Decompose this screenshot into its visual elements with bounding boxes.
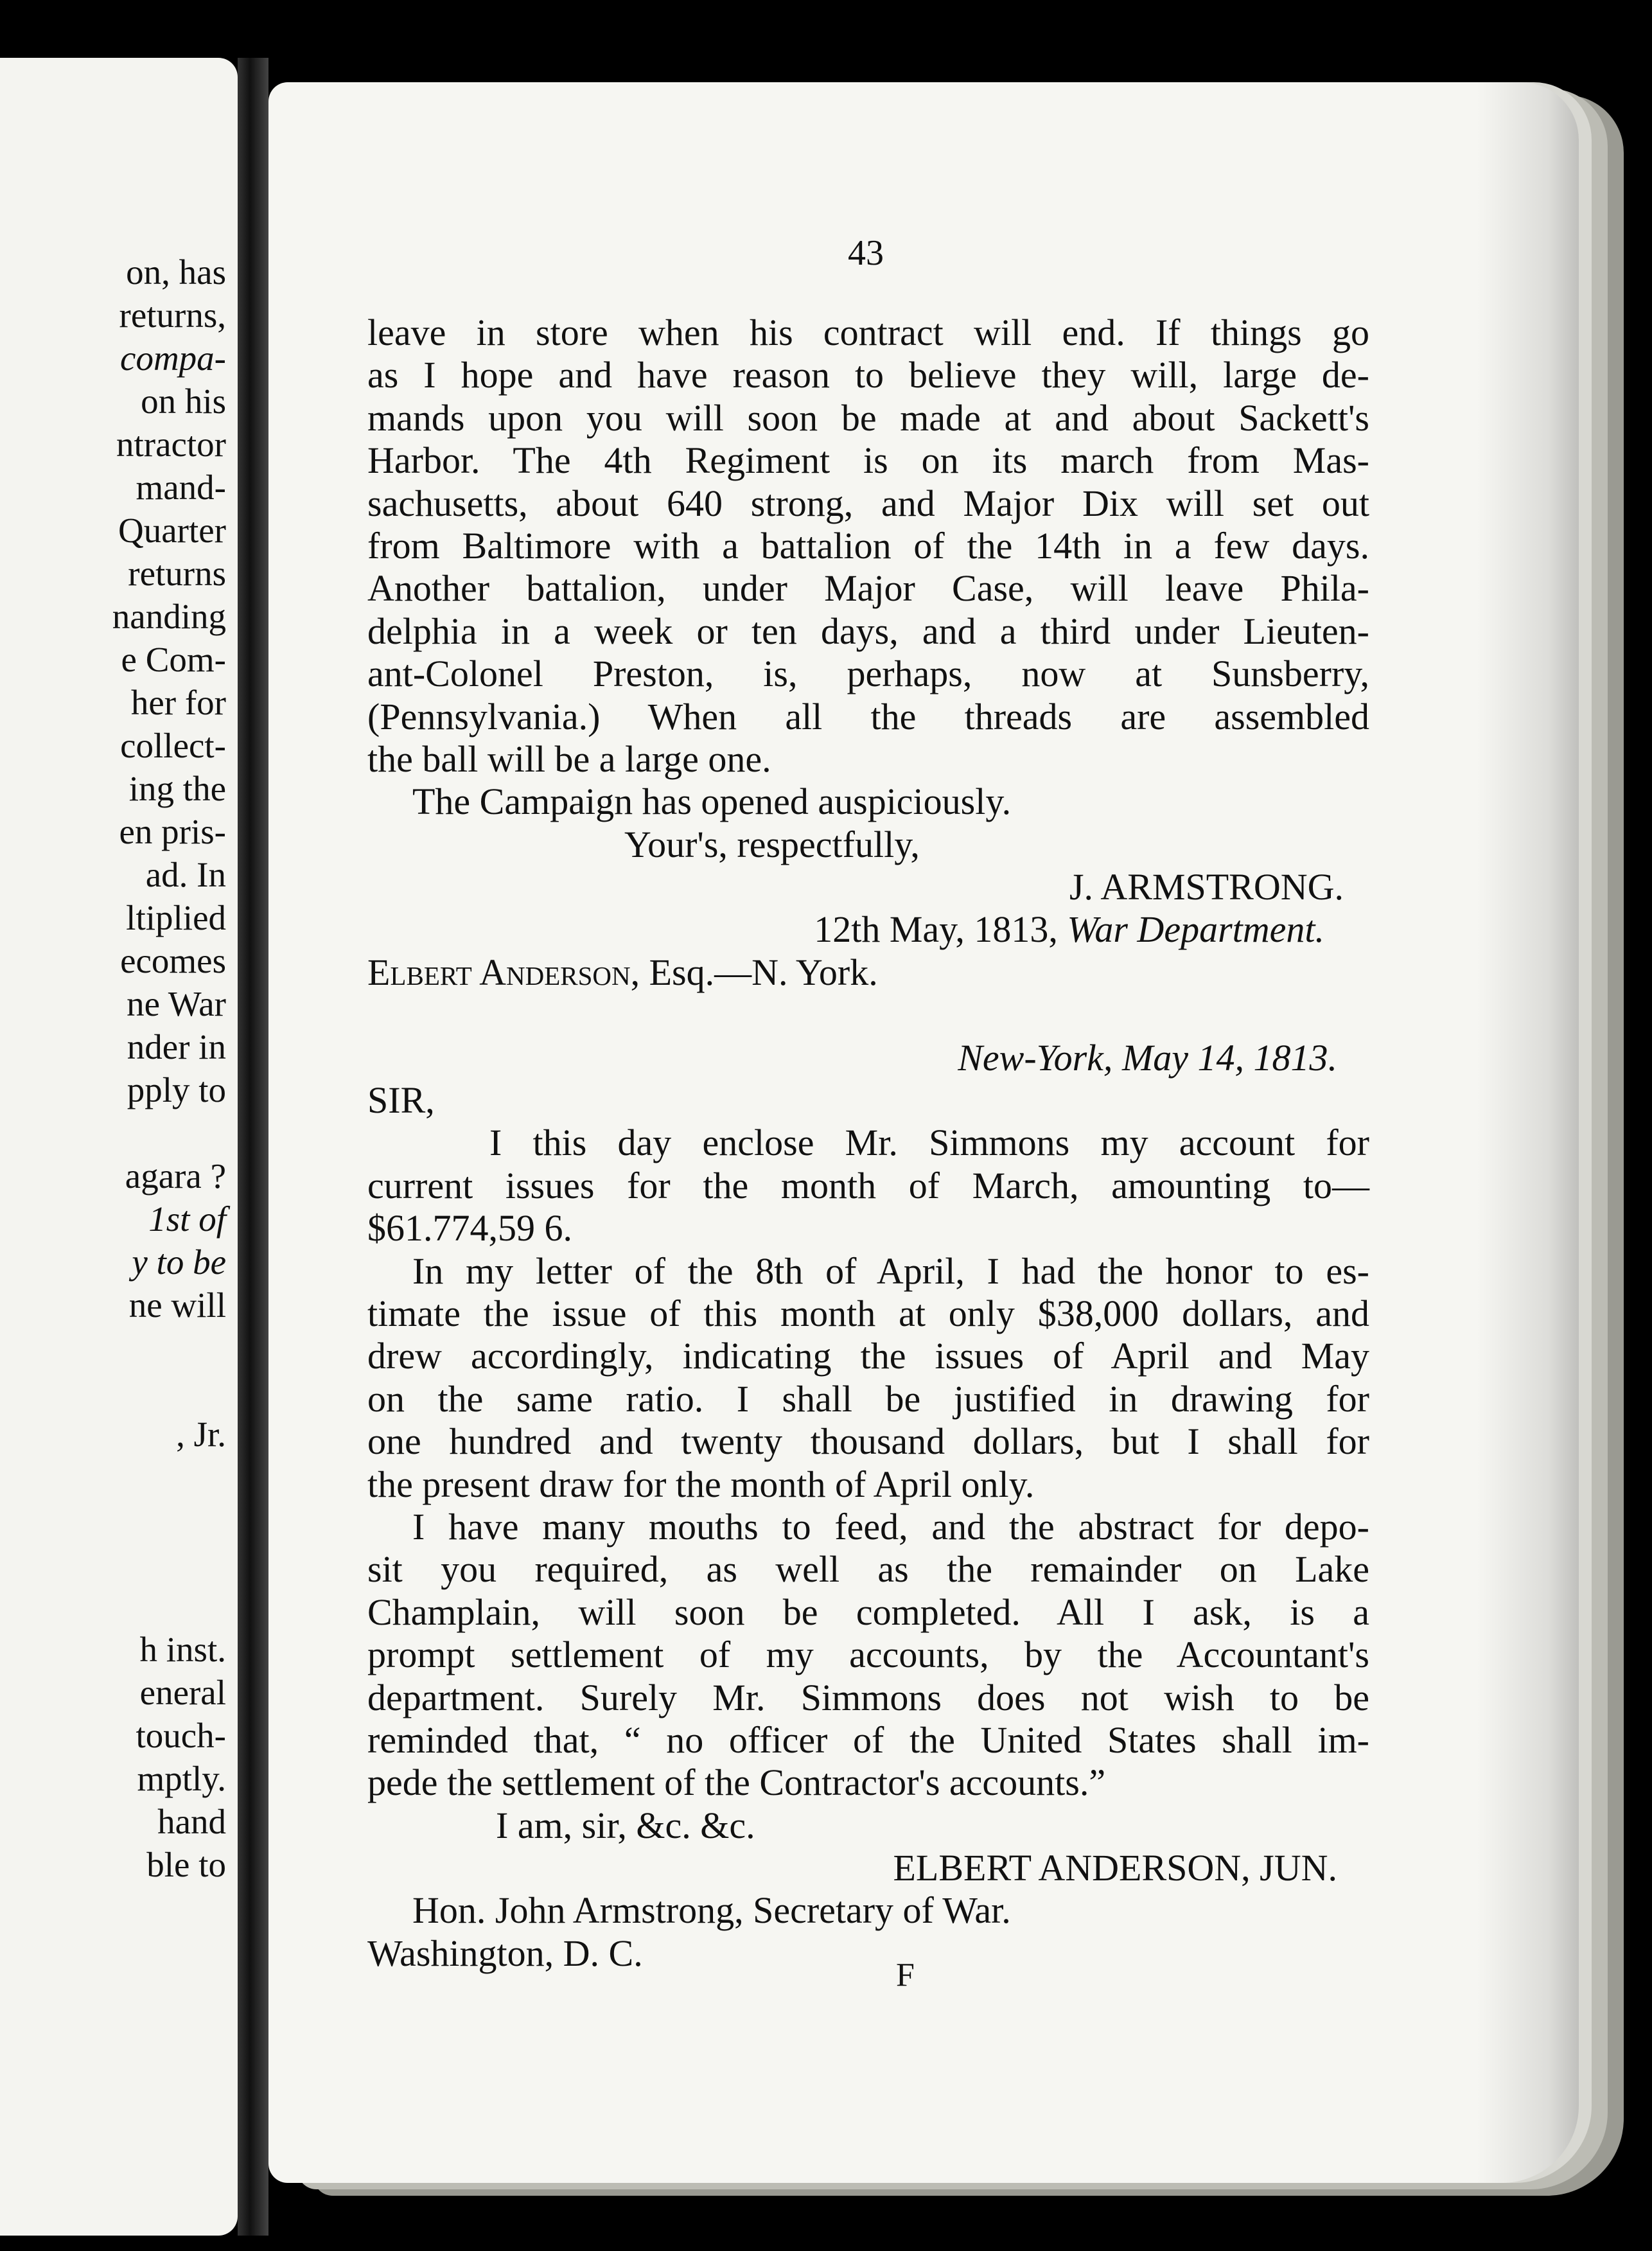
page-text xyxy=(367,312,1369,1975)
text-line: Champlain, will soon be completed. All I ask, is a xyxy=(367,1591,1369,1633)
campaign-line: The Campaign has opened auspiciously. xyxy=(412,781,1012,823)
signature-mark: F xyxy=(896,1957,915,1993)
text-line: Harbor. The 4th Regiment is on its march from Mas- xyxy=(367,439,1369,482)
signature-armstrong: J. ARMSTRONG. xyxy=(1069,866,1344,908)
page-number: 43 xyxy=(848,233,884,273)
text-line: In my letter of the 8th of April, I had the honor to es- xyxy=(412,1249,1369,1292)
left-page-line: on his xyxy=(141,382,226,421)
left-page-line: , Jr. xyxy=(176,1415,226,1454)
dateline-date: 12th May, 1813, xyxy=(814,908,1058,951)
book-gutter xyxy=(238,58,268,2236)
left-page-line: ad. In xyxy=(145,855,226,894)
left-page-line: returns, xyxy=(119,296,226,335)
text-line: department. Surely Mr. Simmons does not wish to be xyxy=(367,1676,1369,1718)
text-line: one hundred and twenty thousand dollars, but I shall for xyxy=(367,1420,1369,1463)
dateline-place: New-York, xyxy=(958,1036,1113,1079)
text-line: leave in store when his contract will end. If things go xyxy=(367,312,1369,353)
dateline-date: May 14, 1813. xyxy=(1121,1036,1337,1079)
dateline-new-york xyxy=(367,1037,1369,1079)
left-page-line: mptly. xyxy=(137,1759,226,1798)
text-line: I have many mouths to feed, and the abstract for depo- xyxy=(412,1505,1369,1548)
signature-anderson: ELBERT ANDERSON, JUN. xyxy=(893,1847,1337,1889)
text-line: drew accordingly, indicating the issues of April and May xyxy=(367,1335,1369,1377)
addressee-rest: Esq.—N. York. xyxy=(649,951,878,993)
left-page-line: nanding xyxy=(112,597,226,636)
left-page-line: eneral xyxy=(139,1673,226,1712)
text-line: mands upon you will soon be made at and about Sackett's xyxy=(367,396,1369,439)
text-line: $61.774,59 6. xyxy=(367,1207,572,1249)
left-page-line: her for xyxy=(130,683,226,722)
left-page-line: nder in xyxy=(127,1027,226,1066)
left-page-line: ne War xyxy=(127,984,226,1023)
left-page-line: y to be xyxy=(132,1242,226,1282)
left-page-line: on, has xyxy=(126,252,226,292)
left-page-line: 1st of xyxy=(148,1199,226,1239)
left-page-line: ne will xyxy=(128,1285,226,1325)
left-page-line: ntractor xyxy=(116,425,226,464)
text-line: current issues for the month of March, amounting to— xyxy=(367,1164,1369,1206)
text-line: ant-Colonel Preston, is, perhaps, now at Sunsberry, xyxy=(367,653,1369,695)
text-line: delphia in a week or ten days, and a third under Lieuten- xyxy=(367,610,1369,652)
left-page-line: Quarter xyxy=(118,511,226,550)
text-line: on the same ratio. I shall be justified in drawing for xyxy=(367,1377,1369,1420)
addressee-name: Elbert Anderson, xyxy=(367,951,640,993)
left-page-line: pply to xyxy=(127,1070,226,1109)
text-line: from Baltimore with a battalion of the 14th in a few days. xyxy=(367,524,1369,567)
left-page-line: ing the xyxy=(128,769,226,808)
text-line: as I hope and have reason to believe they will, large de- xyxy=(367,354,1369,396)
addressee-armstrong: Hon. John Armstrong, Secretary of War. xyxy=(412,1889,1011,1932)
left-page-line: ecomes xyxy=(120,941,226,980)
text-line: Another battalion, under Major Case, will leave Phila- xyxy=(367,567,1369,610)
left-page-line: touch- xyxy=(136,1716,226,1755)
salutation: SIR, xyxy=(367,1079,435,1122)
left-page-line: returns xyxy=(128,554,226,593)
left-page-line: compa- xyxy=(120,339,226,378)
closing-line: Your's, respectfully, xyxy=(624,823,920,865)
text-line: pede the settlement of the Contractor's accounts.” xyxy=(367,1761,1106,1804)
left-page-line: en pris- xyxy=(119,812,226,851)
left-page-line: hand xyxy=(157,1802,226,1841)
left-page xyxy=(0,58,238,2236)
addressee-anderson xyxy=(367,951,1369,994)
text-line: I this day enclose Mr. Simmons my account for xyxy=(489,1122,1369,1164)
text-line: sachusetts, about 640 strong, and Major Dix will set out xyxy=(367,482,1369,524)
page-edge xyxy=(1476,82,1579,2183)
left-page-line: mand- xyxy=(136,468,226,507)
text-line: the ball will be a large one. xyxy=(367,737,771,780)
text-line: prompt settlement of my accounts, by the Accountant's xyxy=(367,1634,1369,1676)
closing-line: I am, sir, &c. &c. xyxy=(496,1804,755,1846)
dateline-place: War Department. xyxy=(1067,908,1324,951)
left-page-line: e Com- xyxy=(121,640,226,679)
left-page-line: ble to xyxy=(146,1845,226,1884)
text-line: (Pennsylvania.) When all the threads are assembled xyxy=(367,695,1369,737)
blank-line xyxy=(367,994,1369,1036)
dateline-war-department xyxy=(367,908,1369,951)
left-page-line: collect- xyxy=(120,726,226,765)
text-line: the present draw for the month of April only. xyxy=(367,1463,1035,1505)
left-page-line: h inst. xyxy=(139,1630,226,1669)
text-line: reminded that, “ no officer of the United States shall im- xyxy=(367,1718,1369,1761)
left-page-line: agara ? xyxy=(125,1156,226,1196)
left-page-line: ltiplied xyxy=(126,898,226,937)
text-line: timate the issue of this month at only $38,000 dollars, and xyxy=(367,1292,1369,1334)
addressee-city: Washington, D. C. xyxy=(367,1932,643,1974)
text-line: sit you required, as well as the remainder on Lake xyxy=(367,1548,1369,1591)
